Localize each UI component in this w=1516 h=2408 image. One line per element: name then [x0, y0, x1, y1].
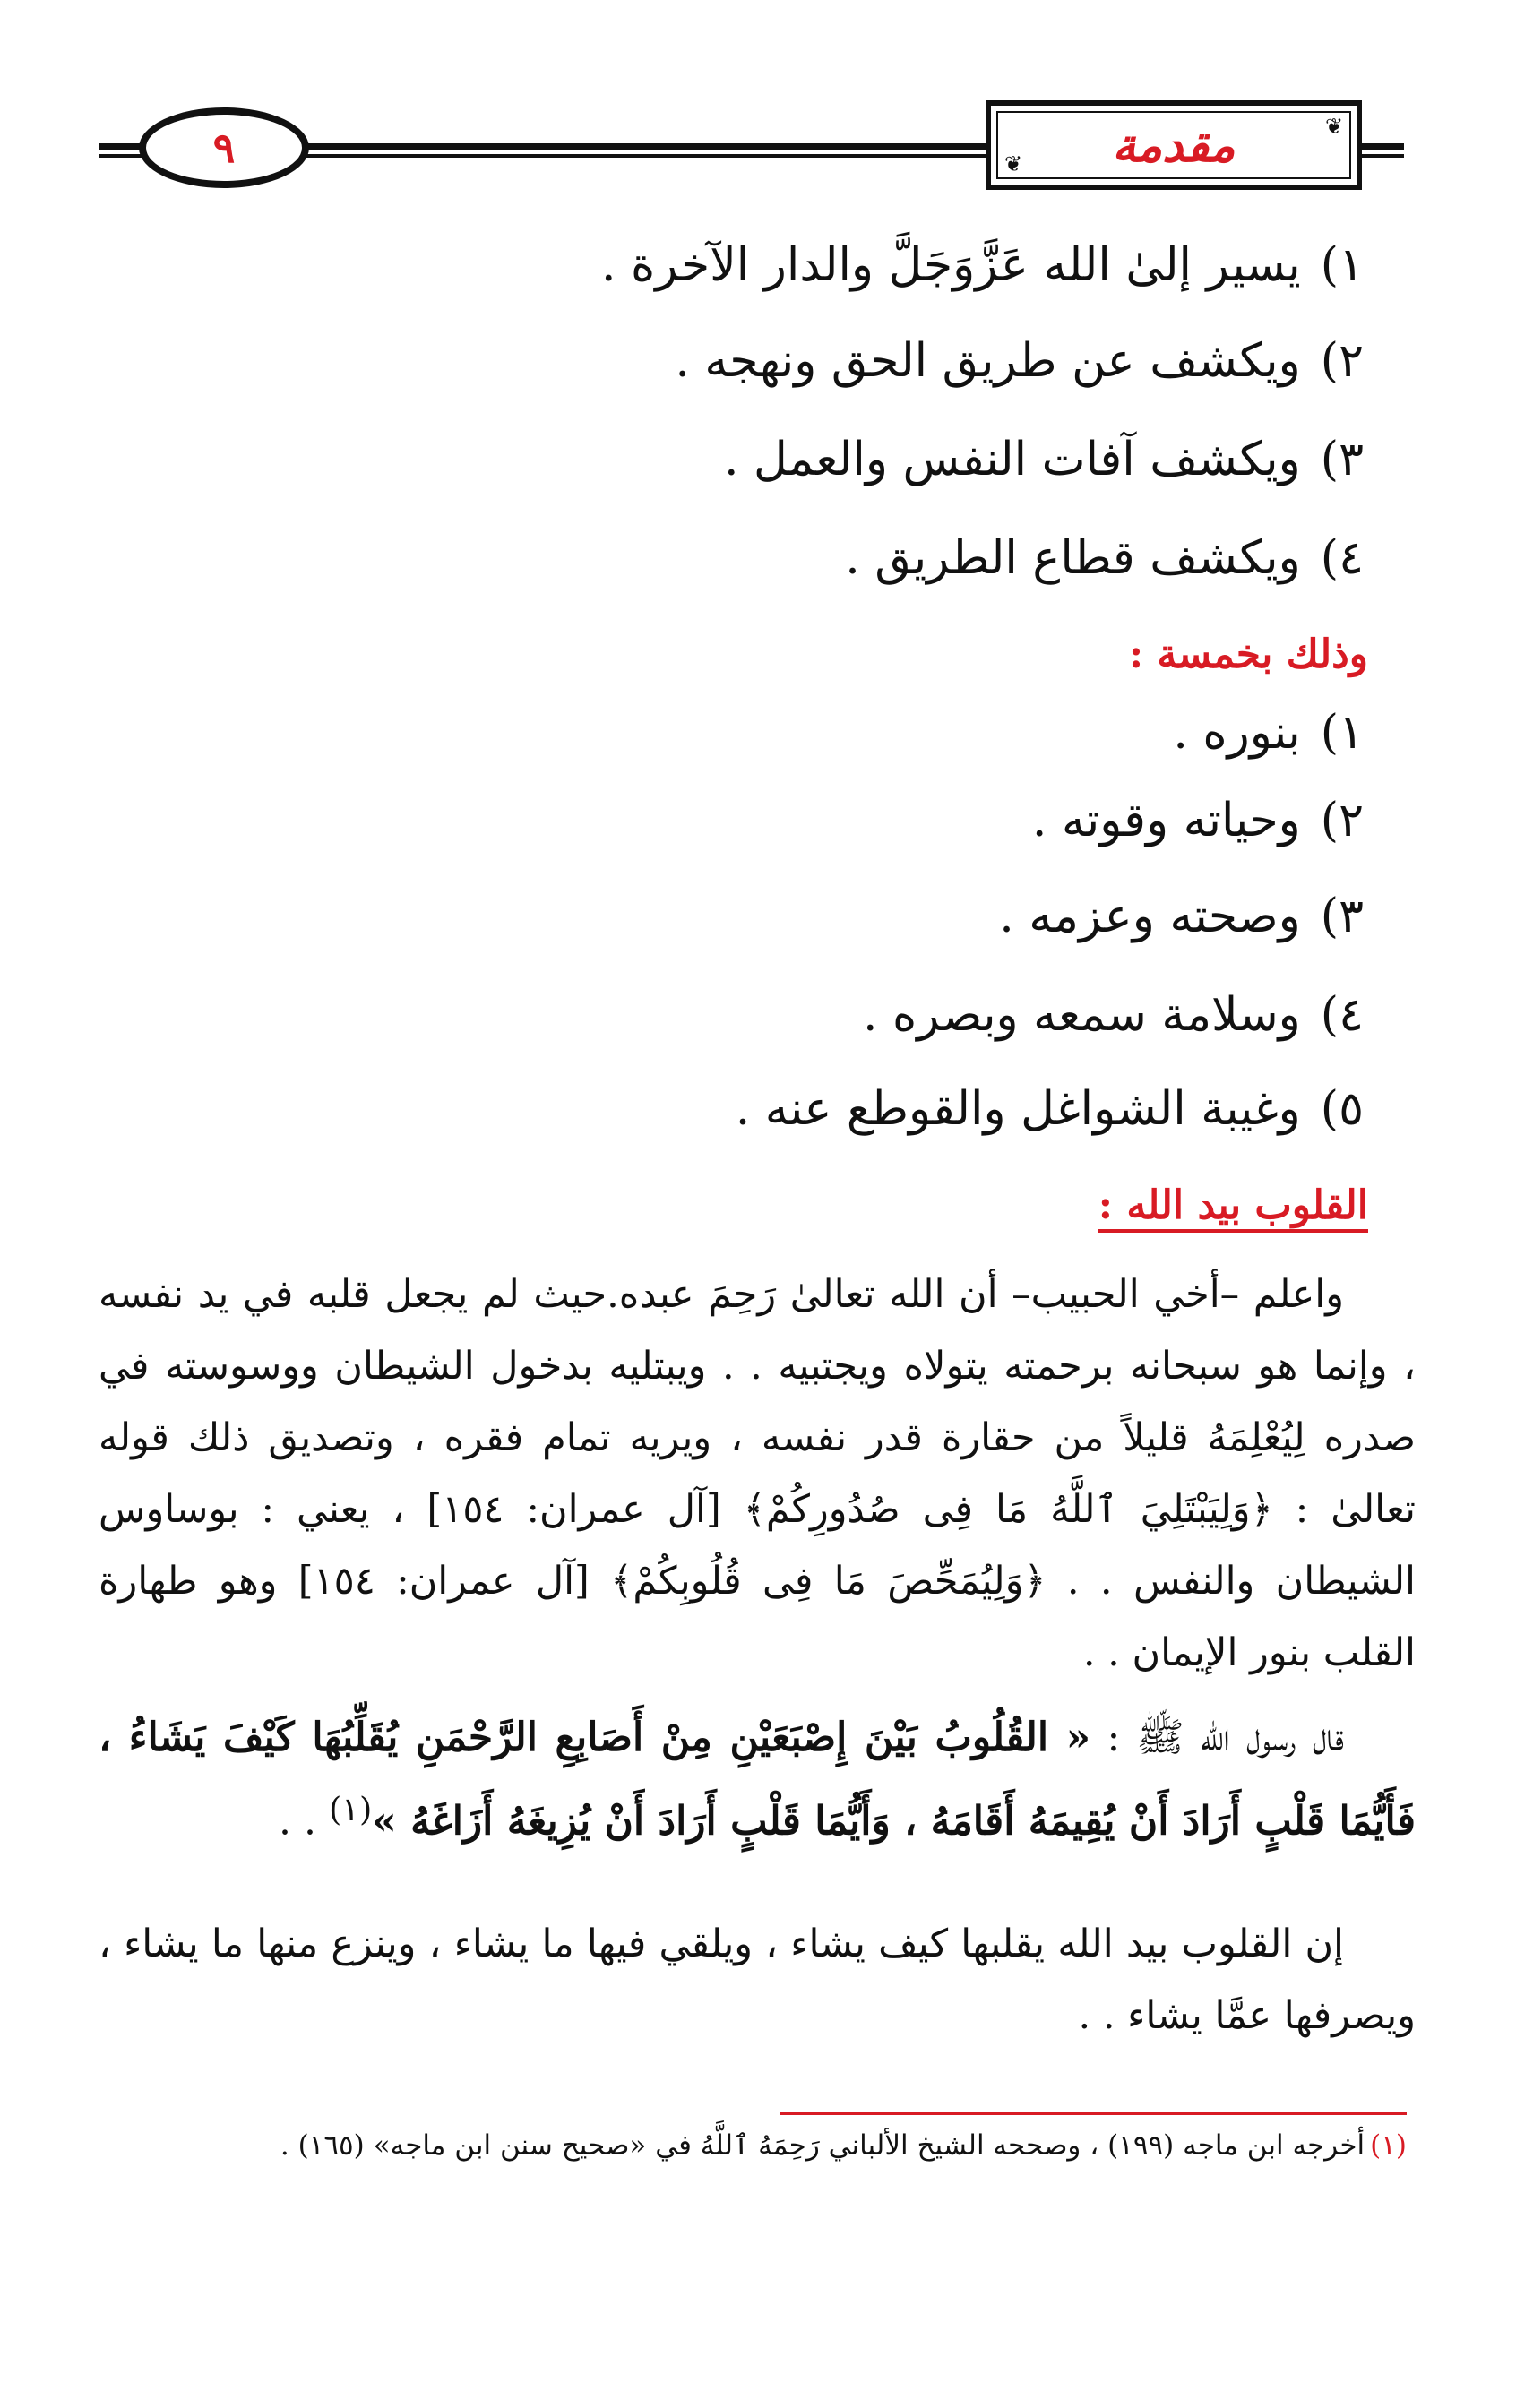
list-item: ١)يسير إلىٰ الله عَزَّوَجَلَّ والدار الآخرة .	[601, 238, 1364, 292]
list-item: ٣)ويكشف آفات النفس والعمل .	[723, 433, 1364, 486]
footnote-divider	[780, 2112, 1407, 2115]
body-paragraph: إن القلوب بيد الله يقلبها كيف يشاء ، ويلقي فيها ما يشاء ، وينزع منها ما يشاء ، ويصرفها عمَّا يشاء . .	[99, 1922, 1416, 2038]
page-number-oval	[139, 108, 309, 188]
corner-ornament-icon: ❦	[1324, 114, 1344, 139]
list-item: ٤)ويكشف قطاع الطريق .	[845, 531, 1364, 585]
footnote-marker: (١)	[1370, 2129, 1407, 2162]
list-item: ٣)وصحته وعزمه .	[999, 890, 1364, 943]
body-paragraph: واعلم –أخي الحبيب– أن الله تعالىٰ رَحِمَ عبده.حيث لم يجعل قلبه في يد نفسه ، وإنما هو سبحانه برحمته يتولاه ويجتبيه . . ويبتليه بدخول الشيطان ووسوسته في صدره لِيُعْلِمَهُ قليلاً من حقارة قدر نفسه ، ويريه تمام فقره ، وتصديق ذلك قوله تعالىٰ : ﴿وَلِيَبْتَلِيَ ٱللَّهُ مَا فِى صُدُورِكُمْ﴾ [آل عمران: ١٥٤] ، يعني : بوساوس الشيطان والنفس . . ﴿وَلِيُمَحِّصَ مَا فِى قُلُوبِكُمْ﴾ [آل عمران: ١٥٤] وهو طهارة القلب بنور الإيمان . .	[99, 1272, 1416, 1675]
corner-ornament-icon: ❦	[1003, 151, 1023, 176]
footnote-ref: (١)	[328, 1790, 373, 1828]
list-item: ٥)وغيبة الشواغل والقوطع عنه .	[735, 1082, 1364, 1136]
list-item: ١)بنوره .	[1173, 706, 1364, 760]
hadith-paragraph: قال رسول الله ﷺ : « القُلُوبُ بَيْنَ إِصْبَعَيْنِ مِنْ أَصَابِعِ الرَّحْمَنِ يُقَلِّبُهَا كَيْفَ يَشَاءُ ، فَأَيُّمَا قَلْبٍ أَرَادَ أَنْ يُقِيمَهُ أَقَامَهُ ، وَأَيُّمَا قَلْبٍ أَرَادَ أَنْ يُزِيغَهُ أَزَاغَهُ »$^{(١)}$ . .	[99, 1715, 1416, 1845]
subheading-hearts: القلوب بيد الله :	[1098, 1182, 1368, 1228]
page-header	[0, 0, 1516, 233]
list-item: ٤)وسلامة سمعه وبصره .	[862, 988, 1364, 1042]
list-item: ٢)ويكشف عن طريق الحق ونهجه .	[675, 334, 1364, 388]
hadith-text: « القُلُوبُ بَيْنَ إِصْبَعَيْنِ مِنْ أَصَابِعِ الرَّحْمَنِ يُقَلِّبُهَا كَيْفَ يَشَاءُ ، فَأَيُّمَا قَلْبٍ أَرَادَ أَنْ يُقِيمَهُ أَقَامَهُ ، وَأَيُّمَا قَلْبٍ أَرَادَ أَنْ يُزِيغَهُ أَزَاغَهُ »	[99, 1715, 1416, 1845]
section-title-box	[986, 100, 1362, 190]
subheading-five: وذلك بخمسة :	[1128, 632, 1368, 677]
footnote	[99, 2128, 1407, 2163]
list-item: ٢)وحياته وقوته .	[1031, 794, 1364, 847]
section-title: مقدمة	[1112, 117, 1236, 173]
page-number: ٩	[212, 124, 236, 172]
footnote-text: أخرجه ابن ماجه (١٩٩) ، وصححه الشيخ الألباني رَحِمَهُ ٱللَّهُ في «صحيح سنن ابن ماجه» (١٦٥) .	[280, 2129, 1365, 2162]
